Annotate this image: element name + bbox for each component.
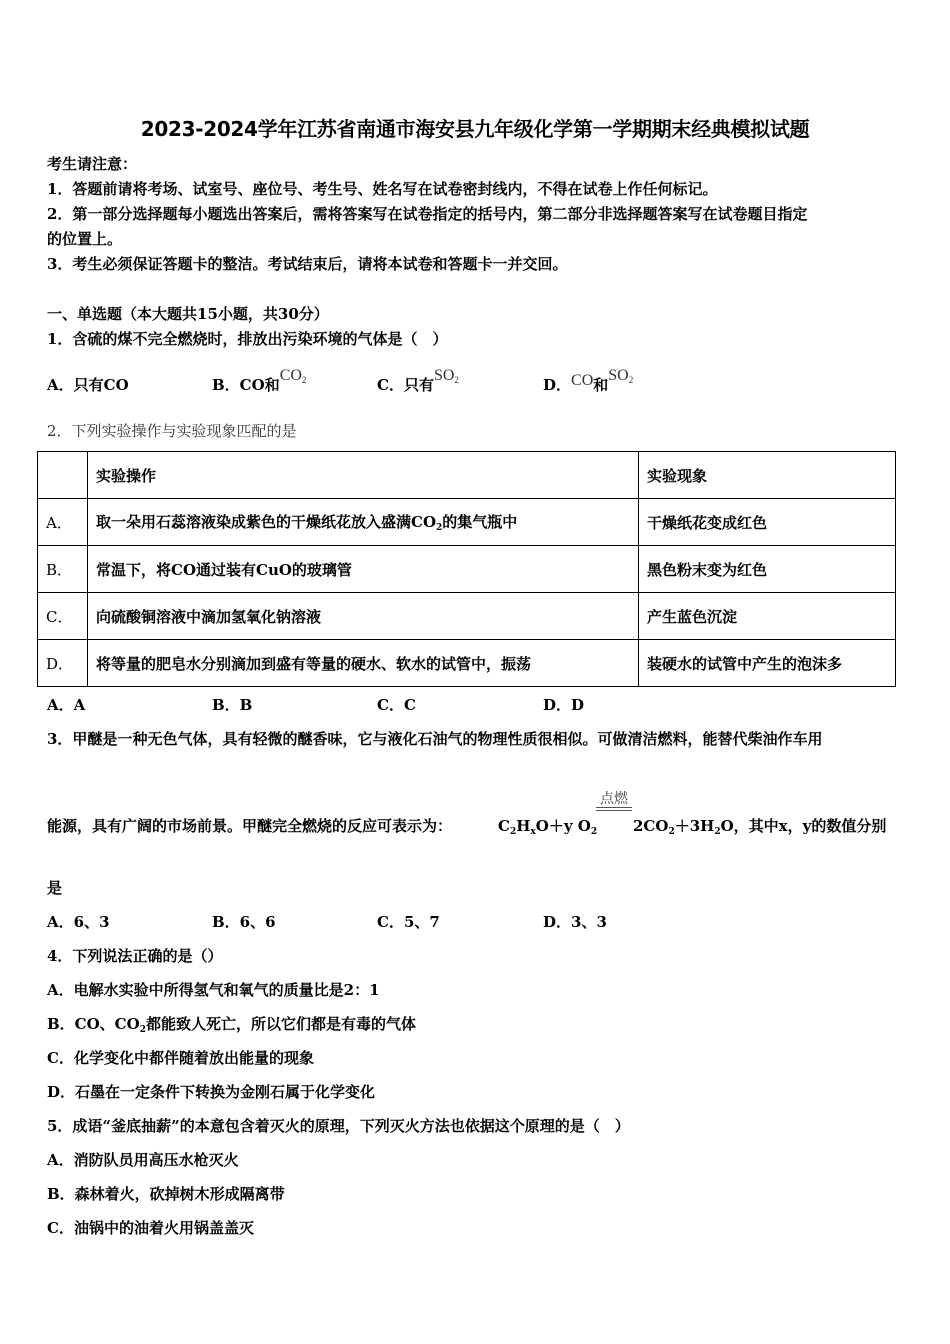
q5-option-b: B．森林着火，砍掉树木形成隔离带: [47, 1185, 285, 1203]
q1-option-c: C．只有$SO_2$: [377, 367, 459, 394]
q2-option-d: D．D: [543, 696, 585, 714]
page-title: 2023-2024学年江苏省南通市海安县九年级化学第一学期期末经典模拟试题: [140, 117, 810, 141]
q2-option-a: A．A: [47, 696, 86, 714]
question-4-stem: 4．下列说法正确的是（）: [47, 947, 223, 965]
experiment-table: [37, 451, 896, 687]
notice-item: 的位置上。: [47, 230, 123, 248]
question-2-stem: 2．下列实验操作与实验现象匹配的是: [47, 422, 297, 440]
table-row: [38, 546, 896, 593]
row-label: B．: [38, 546, 88, 593]
row-result: 装硬水的试管中产生的泡沫多: [639, 640, 896, 687]
row-operation: 常温下，将CO通过装有CuO的玻璃管: [88, 546, 639, 593]
q4-option-b: B．CO、$CO_2$都能致人死亡，所以它们都是有毒的气体: [47, 1015, 416, 1035]
q5-option-c: C．油锅中的油着火用锅盖盖灭: [47, 1219, 254, 1237]
notice-item: 2．第一部分选择题每小题选出答案后，需将答案写在试卷指定的括号内，第二部分非选择题答案写在试卷题目指定: [47, 205, 808, 223]
table-row: [38, 593, 896, 640]
equals-line-top: [596, 807, 632, 808]
q1-option-a: A．只有CO: [47, 376, 129, 394]
reaction-products: $2CO_2+3H_2O$，其中x，y的数值分别: [633, 817, 887, 837]
equals-line-bottom: [596, 810, 632, 811]
table-header-cell: 实验操作: [88, 452, 639, 499]
reaction-reactants: $C_2H_xO+y$ $O_2$: [498, 817, 598, 837]
row-result: 干燥纸花变成红色: [639, 499, 896, 546]
section-heading: 一、单选题（本大题共15小题，共30分）: [47, 305, 329, 323]
q4-option-c: C．化学变化中都伴随着放出能量的现象: [47, 1049, 314, 1067]
question-3-line-1: 3．甲醚是一种无色气体，具有轻微的醚香味，它与液化石油气的物理性质很相似。可做清洁燃料，能替代柴油作车用: [47, 730, 823, 748]
table-header-row: [38, 452, 896, 499]
q1-option-b: B．CO和$CO_2$: [212, 367, 307, 394]
row-label: D．: [38, 640, 88, 687]
q3-option-a: A．6、3: [47, 913, 110, 931]
notice-item: 1．答题前请将考场、试室号、座位号、考生号、姓名写在试卷密封线内，不得在试卷上作任何标记。: [47, 180, 718, 198]
question-1-stem: 1．含硫的煤不完全燃烧时，排放出污染环境的气体是（ ）: [47, 330, 448, 348]
q3-option-b: B．6、6: [212, 913, 276, 931]
row-operation: 将等量的肥皂水分别滴加到盛有等量的硬水、软水的试管中，振荡: [88, 640, 639, 687]
table-header-cell: [38, 452, 88, 499]
row-label: A．: [38, 499, 88, 546]
q2-option-b: B．B: [212, 696, 253, 714]
notice-item: 3．考生必须保证答题卡的整洁。考试结束后，请将本试卷和答题卡一并交回。: [47, 255, 568, 273]
row-operation: 取一朵用石蕊溶液染成紫色的干燥纸花放入盛满$CO_2$的集气瓶中: [88, 499, 639, 546]
question-5-stem: 5．成语“釜底抽薪”的本意包含着灭火的原理，下列灭火方法也依据这个原理的是（ ）: [47, 1117, 630, 1135]
q3-option-d: D．3、3: [543, 913, 607, 931]
q5-option-a: A．消防队员用高压水枪灭火: [47, 1151, 239, 1169]
table-row: [38, 499, 896, 546]
row-result: 产生蓝色沉淀: [639, 593, 896, 640]
row-label: C．: [38, 593, 88, 640]
table-row: [38, 640, 896, 687]
table-header-cell: 实验现象: [639, 452, 896, 499]
q4-option-d: D．石墨在一定条件下转换为金刚石属于化学变化: [47, 1083, 376, 1101]
question-3-line-3: 是: [47, 879, 63, 897]
q4-option-a: A．电解水实验中所得氢气和氧气的质量比是2：1: [47, 981, 380, 999]
q3-option-c: C．5、7: [377, 913, 440, 931]
row-operation: 向硫酸铜溶液中滴加氢氧化钠溶液: [88, 593, 639, 640]
row-result: 黑色粉末变为红色: [639, 546, 896, 593]
question-3-line-2: 能源，具有广阔的市场前景。甲醚完全燃烧的反应可表示为：: [47, 817, 453, 835]
notice-header: 考生请注意：: [47, 155, 138, 173]
q1-option-d: D．CO和$SO_2$: [543, 367, 634, 394]
reaction-condition: 点燃: [600, 791, 628, 807]
q2-option-c: C．C: [377, 696, 416, 714]
